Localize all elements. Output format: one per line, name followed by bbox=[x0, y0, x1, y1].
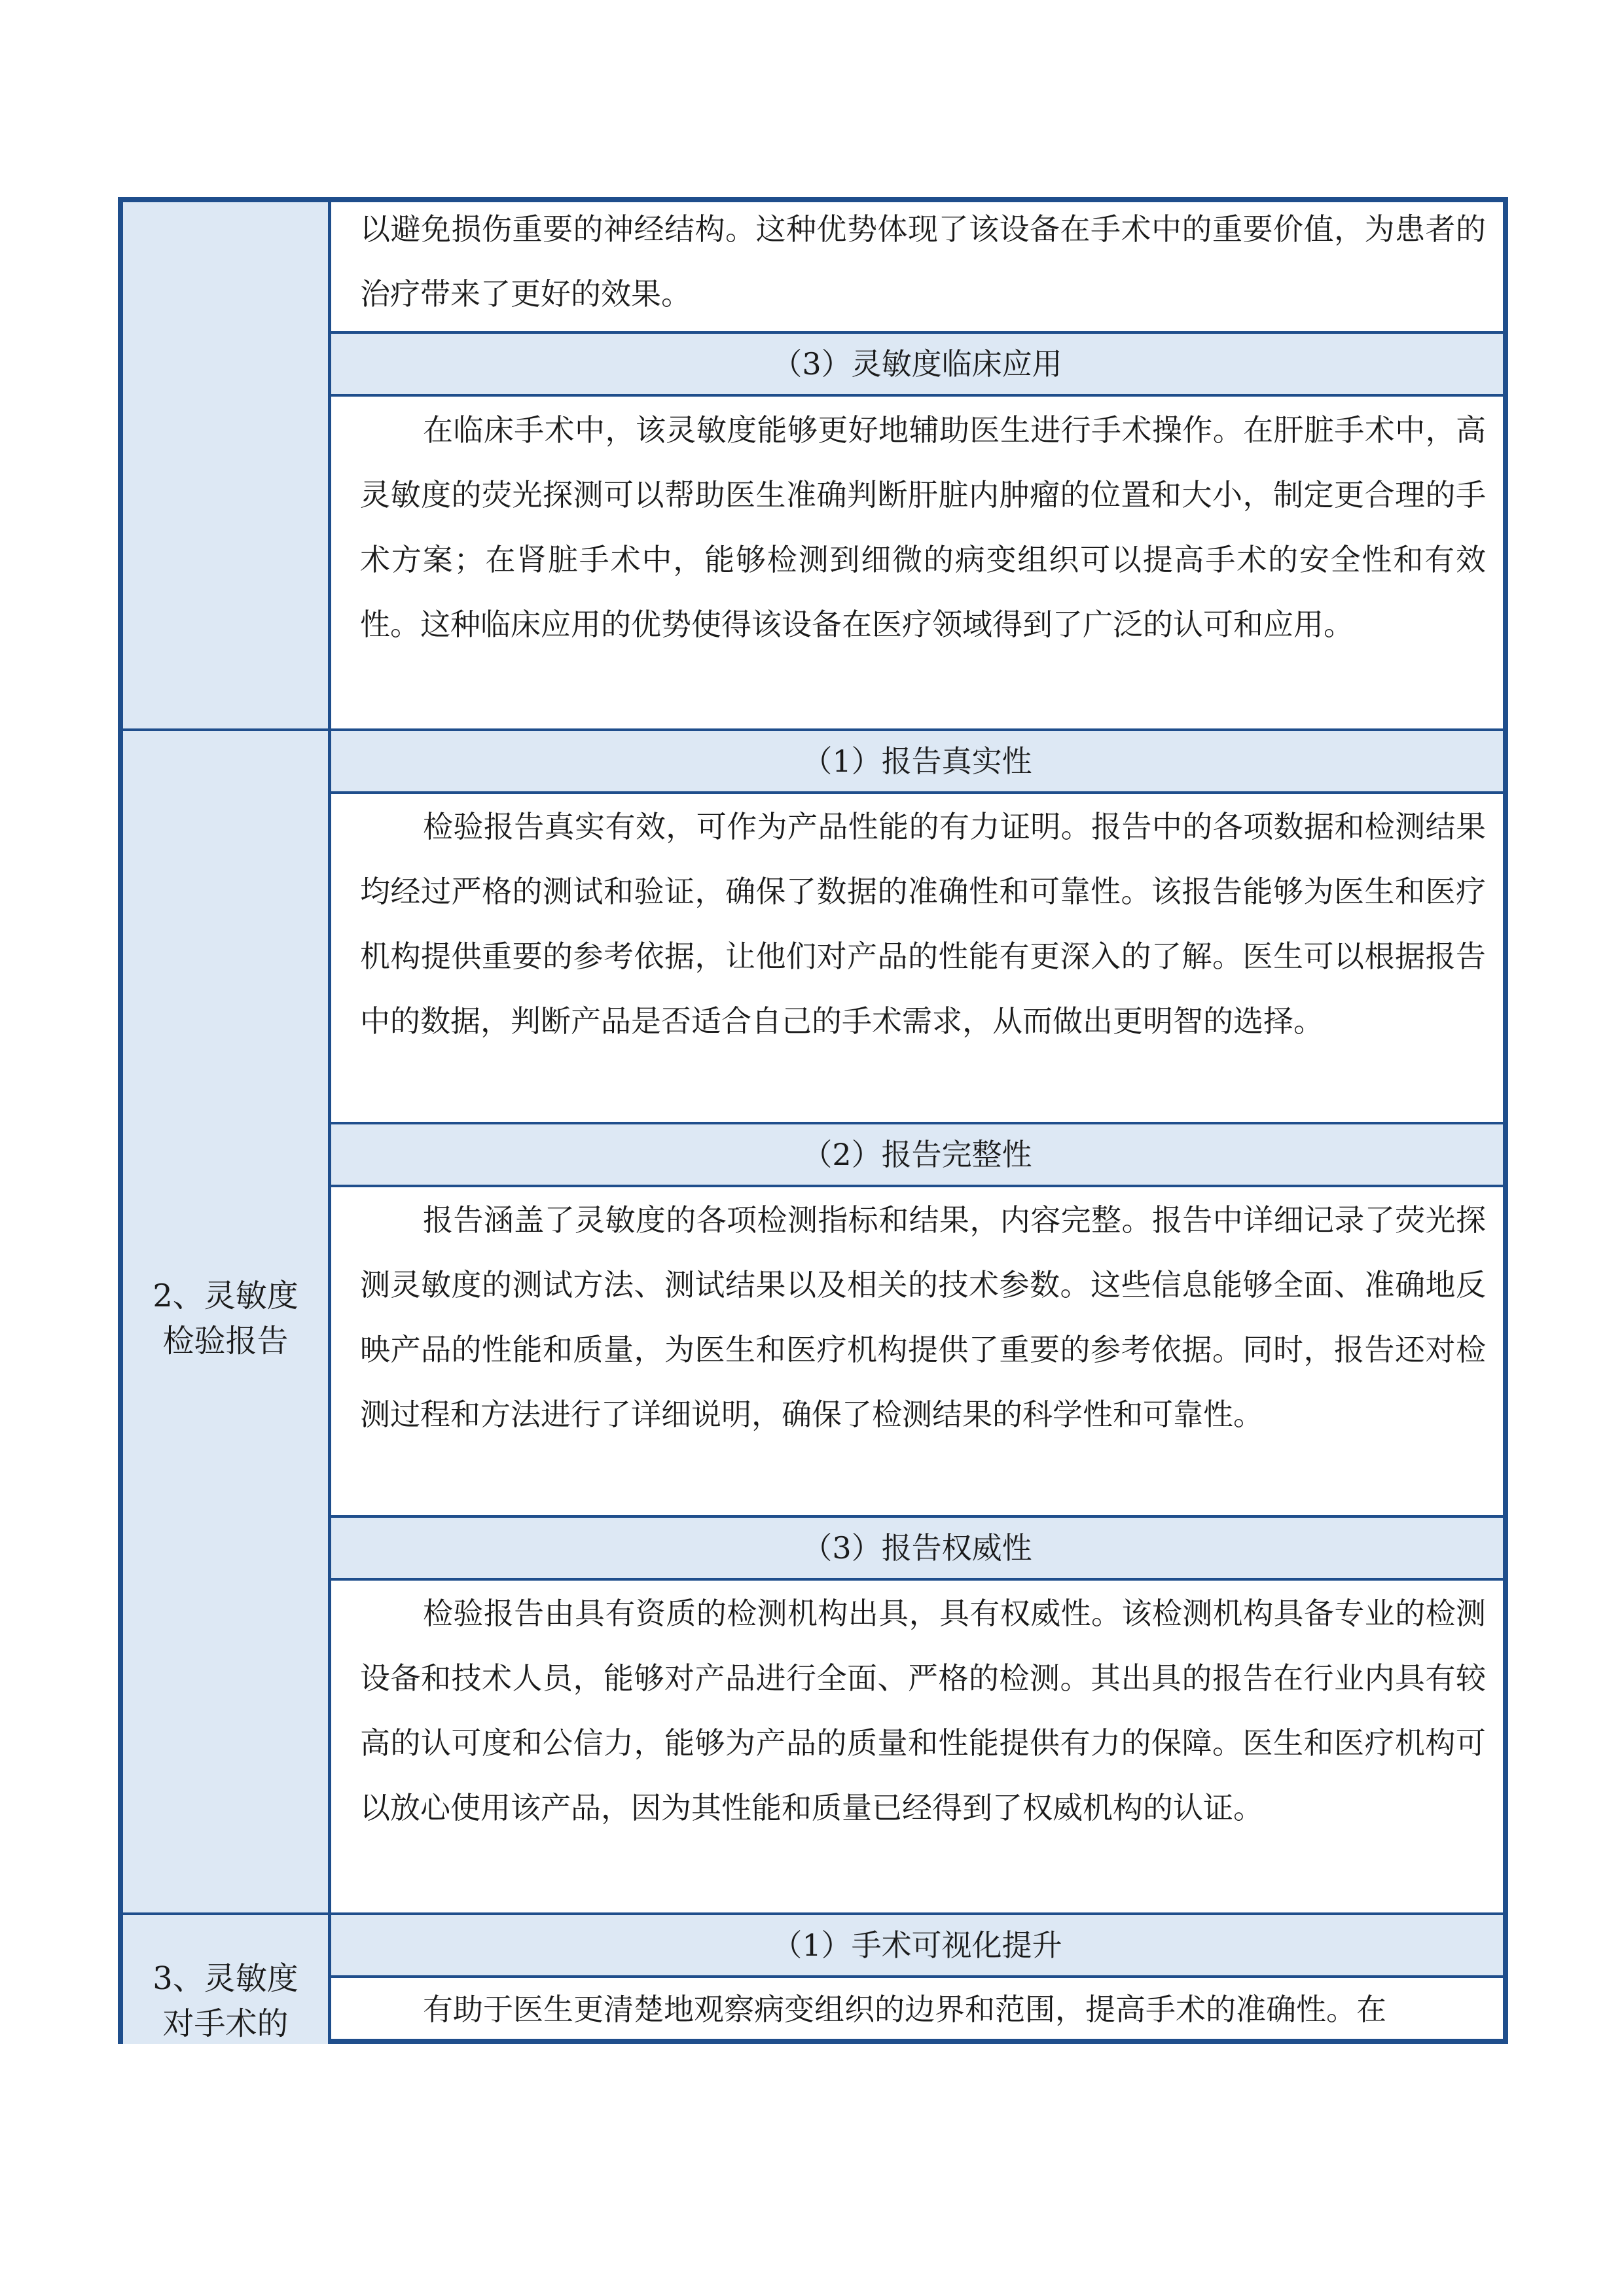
section-heading-surgery-visualization: （1）手术可视化提升 bbox=[772, 1928, 1062, 1963]
paragraph-clinical-application: 在临床手术中，该灵敏度能够更好地辅助医生进行手术操作。在肝脏手术中，高灵敏度的荧光探测可以帮助医生准确判断肝脏内肿瘤的位置和大小，制定更合理的手术方案；在肾脏手术中，能够检测到细微的病变组织可以提高手术的安全性和有效性。这种临床应用的优势使得该设备在医疗领域得到了广泛的认可和应用。 bbox=[360, 412, 1486, 642]
section-heading-report-completeness: （2）报告完整性 bbox=[802, 1137, 1032, 1172]
paragraph-report-authenticity: 检验报告真实有效，可作为产品性能的有力证明。报告中的各项数据和检测结果均经过严格的测试和验证，确保了数据的准确性和可靠性。该报告能够为医生和医疗机构提供重要的参考依据，让他们对产品的性能有更深入的了解。医生可以根据报告中的数据，判断产品是否适合自己的手术需求，从而做出更明智的选择。 bbox=[360, 809, 1486, 1039]
row-label-surgery-line1: 3、灵敏度 bbox=[153, 1960, 298, 1997]
paragraph-continued: 以避免损伤重要的神经结构。这种优势体现了该设备在手术中的重要价值，为患者的治疗带来了更好的效果。 bbox=[360, 211, 1486, 312]
paragraph-surgery-visualization: 有助于医生更清楚地观察病变组织的边界和范围，提高手术的准确性。在 bbox=[423, 1992, 1386, 2027]
row-divider bbox=[331, 791, 1503, 794]
paragraph-report-completeness: 报告涵盖了灵敏度的各项检测指标和结果，内容完整。报告中详细记录了荧光探测灵敏度的测试方法、测试结果以及相关的技术参数。这些信息能够全面、准确地反映产品的性能和质量，为医生和医疗机构提供了重要的参考依据。同时，报告还对检测过程和方法进行了详细说明，确保了检测结果的科学性和可靠性。 bbox=[360, 1202, 1486, 1432]
row-label-report-line1: 2、灵敏度 bbox=[153, 1278, 298, 1314]
row-label-surgery-line2: 对手术的 bbox=[162, 2005, 289, 2042]
section-heading-report-authenticity: （1）报告真实性 bbox=[802, 744, 1032, 779]
section-heading-clinical-application: （3）灵敏度临床应用 bbox=[772, 346, 1062, 382]
row-divider bbox=[331, 394, 1503, 397]
content-table bbox=[118, 197, 1508, 2044]
row-divider bbox=[331, 1578, 1503, 1581]
column-divider bbox=[328, 202, 331, 2039]
section-heading-report-authority: （3）报告权威性 bbox=[802, 1530, 1032, 1566]
row-divider bbox=[331, 1185, 1503, 1187]
left-cell-row1 bbox=[123, 202, 328, 728]
row-label-report-line2: 检验报告 bbox=[162, 1323, 289, 1359]
paragraph-report-authority: 检验报告由具有资质的检测机构出具，具有权威性。该检测机构具备专业的检测设备和技术人员，能够对产品进行全面、严格的检测。其出具的报告在行业内具有较高的认可度和公信力，能够为产品的质量和性能提供有力的保障。医生和医疗机构可以放心使用该产品，因为其性能和质量已经得到了权威机构的认证。 bbox=[360, 1596, 1486, 1825]
